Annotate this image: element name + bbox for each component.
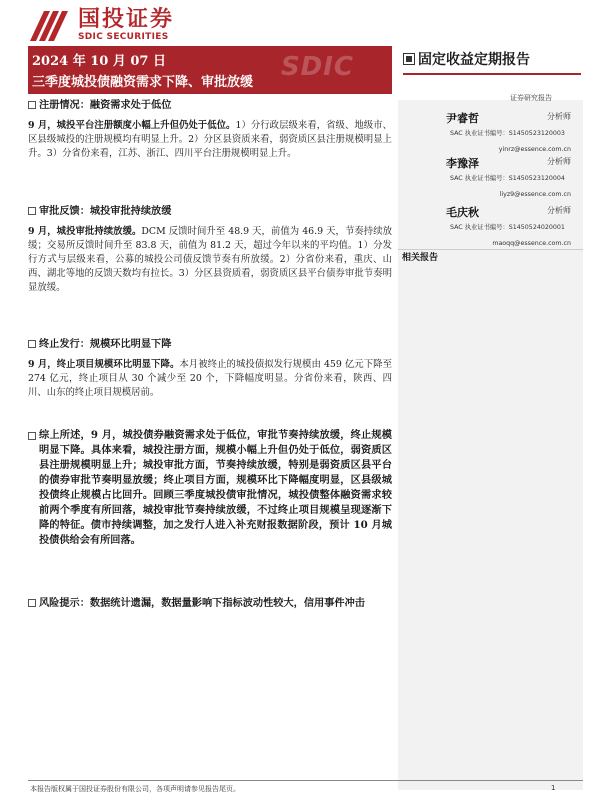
section-risk <box>28 596 392 610</box>
banner-watermark: SDIC <box>280 52 354 82</box>
checkbox-icon <box>28 599 36 607</box>
sidebar <box>398 94 583 790</box>
section-approval <box>28 204 392 295</box>
section-summary <box>28 428 392 548</box>
report-type-label: 固定收益定期报告 <box>418 52 530 68</box>
section-lead: 9 月，城投平台注册额度小幅上升但仍处于低位。 <box>28 120 236 131</box>
checkbox-icon <box>28 432 36 440</box>
section-lead: 9 月，城投审批持续放缓。 <box>28 226 142 237</box>
footer-divider <box>28 780 583 781</box>
section-heading: 审批反馈：城投审批持续放缓 <box>39 205 172 217</box>
analyst-license: SAC 执业证书编号：S1450523120004 <box>450 175 565 182</box>
section-lead: 9 月，终止项目规模环比明显下降。 <box>28 359 180 370</box>
logo-cn-text: 国投证券 <box>78 7 175 32</box>
analyst-license: SAC 执业证书编号：S1450523120003 <box>450 130 565 137</box>
section-heading: 风险提示：数据统计遗漏，数据量影响下指标波动性较大，信用事件冲击 <box>39 597 365 609</box>
analyst-role: 分析师 <box>547 112 571 121</box>
sdic-logo-icon <box>30 11 70 41</box>
section-heading: 注册情况：融资需求处于低位 <box>39 99 172 111</box>
checkbox-icon <box>28 101 36 109</box>
report-title: 三季度城投债融资需求下降、审批放缓 <box>32 75 254 90</box>
related-reports-heading: 相关报告 <box>398 249 583 266</box>
analyst-email[interactable]: yinrz@essence.com.cn <box>498 146 571 153</box>
analyst-name: 毛庆秋 <box>446 206 479 219</box>
analyst-email[interactable]: liyz9@essence.com.cn <box>499 191 571 198</box>
section-text: DCM 反馈时间升至 48.9 天，前值为 46.9 天，节奏持续放缓；交易所反馈时间升至 83.8 天，前值为 81.2 天，超过今年以来的平均值。1）分发行方式与层级来看，公募的城投公司债反馈节奏有所放缓。2）分省份来看，重庆、山西、湖北等地的反馈天数均有拉长。3）分区县资质看，弱资质区县平台债券审批节奏明显放缓。 <box>28 226 392 293</box>
section-heading: 综上所述，9 月，城投债券融资需求处于低位，审批节奏持续放缓，终止规模明显下降。具体来看，城投注册方面，规模小幅上升但仍处于低位，弱资质区县注册规模明显上升；城投审批方面，节奏持续放缓，特别是弱资质区县平台的债券审批节奏明显放缓；终止项目方面，规模环比下降幅度明显，区县级城投债终止规模占比回升。回顾三季度城投债审批情况，城投债整体融资需求较前两个季度有所回落，城投审批节奏持续放缓，不过终止项目规模呈现逐渐下降的特征。债市持续调整，加之发行人进入补充财报数据阶段，预计 10 月城投债供给会有所回落。 <box>39 429 392 546</box>
report-date: 2024 年 10 月 07 日 <box>32 54 166 69</box>
analyst-license: SAC 执业证书编号：S1450524020001 <box>450 224 565 231</box>
analyst-email[interactable]: maoqq@essence.com.cn <box>492 240 571 247</box>
section-termination <box>28 337 392 400</box>
logo-en-text: SDIC SECURITIES <box>78 32 169 42</box>
title-banner <box>28 46 392 94</box>
section-text: 1）分行政层级来看，省级、地级市、区县级城投的注册规模均有明显上升。2）分区县资质来看，弱资质区县注册规模明显上升。3）分省份来看，江苏、浙江、四川平台注册规模明显上升。 <box>28 120 392 159</box>
checkbox-icon <box>28 207 36 215</box>
analyst-name: 尹睿哲 <box>446 112 479 125</box>
report-type-heading <box>403 47 581 75</box>
section-heading: 终止发行：规模环比明显下降 <box>39 338 172 350</box>
report-type-icon <box>403 53 415 65</box>
section-registration <box>28 98 392 161</box>
analyst-name: 李豫泽 <box>446 157 479 170</box>
section-text: 本月被终止的城投债拟发行规模由 459 亿元下降至 274 亿元，终止项目从 30 个减少至 20 个，下降幅度明显。分省份来看，陕西、四川、山东的终止项目规模居前。 <box>28 359 392 398</box>
company-logo <box>30 8 174 43</box>
analyst-role: 分析师 <box>547 206 571 215</box>
analyst-role: 分析师 <box>547 157 571 166</box>
checkbox-icon <box>28 340 36 348</box>
report-subtype: 证券研究报告 <box>510 94 552 102</box>
section-body <box>28 358 392 400</box>
section-body <box>28 225 392 295</box>
section-body <box>28 119 392 161</box>
footer-disclaimer: 本报告版权属于国投证券股份有限公司，各项声明请参见报告尾页。 <box>30 785 240 793</box>
page-number: 1 <box>551 784 556 792</box>
